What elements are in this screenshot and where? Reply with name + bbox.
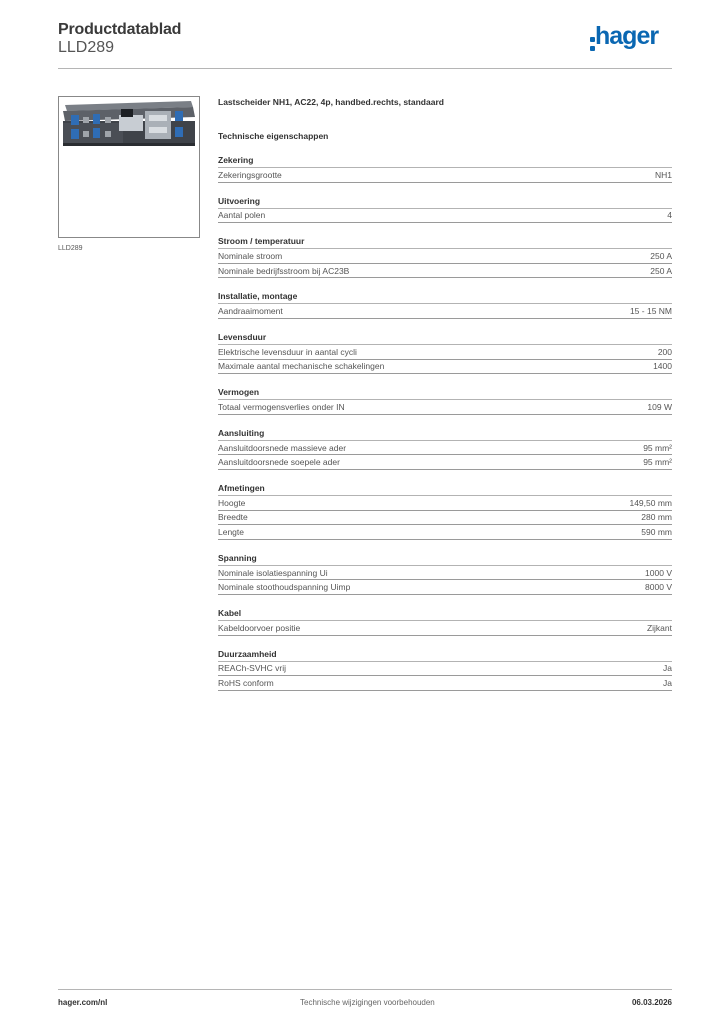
- spec-section: [218, 237, 672, 278]
- spec-section: [218, 484, 672, 540]
- spec-section-title: Kabel: [218, 609, 672, 621]
- footer-notice: Technische wijzigingen voorbehouden: [300, 998, 435, 1007]
- spec-label: Maximale aantal mechanische schakelingen: [218, 361, 385, 372]
- spec-value: 590 mm: [641, 526, 672, 537]
- spec-section-title: Spanning: [218, 554, 672, 566]
- spec-row: [218, 455, 672, 470]
- spec-section: [218, 609, 672, 636]
- spec-section: [218, 156, 672, 183]
- spec-label: Aansluitdoorsnede soepele ader: [218, 457, 340, 468]
- spec-row: [218, 580, 672, 595]
- spec-value: 8000 V: [645, 582, 672, 593]
- spec-value: 200: [657, 346, 672, 357]
- spec-value: NH1: [654, 169, 672, 180]
- spec-row: [218, 209, 672, 224]
- spec-value: 4: [667, 210, 672, 221]
- spec-value: 95 mm²: [643, 457, 672, 468]
- spec-label: Nominale stoothoudspanning Uimp: [218, 582, 351, 593]
- spec-label: Lengte: [218, 526, 244, 537]
- logo-wordmark: hager: [595, 22, 659, 50]
- spec-label: Totaal vermogensverlies onder IN: [218, 401, 345, 412]
- spec-row: [218, 662, 672, 677]
- footer-website: hager.com/nl: [58, 998, 108, 1007]
- spec-value: 250 A: [650, 250, 672, 261]
- spec-value: 280 mm: [641, 512, 672, 523]
- spec-label: Elektrische levensduur in aantal cycli: [218, 346, 357, 357]
- spec-row: [218, 525, 672, 540]
- spec-section-title: Installatie, montage: [218, 292, 672, 304]
- spec-section: [218, 333, 672, 374]
- spec-section: [218, 554, 672, 595]
- product-code: LLD289: [58, 39, 115, 56]
- spec-content: [218, 96, 672, 691]
- spec-value: 109 W: [647, 401, 672, 412]
- spec-label: Aansluitdoorsnede massieve ader: [218, 442, 347, 453]
- spec-row: [218, 441, 672, 456]
- spec-section: [218, 650, 672, 691]
- spec-value: Ja: [663, 677, 672, 688]
- footer-divider: [58, 989, 672, 990]
- spec-section-title: Afmetingen: [218, 484, 672, 496]
- spec-row: [218, 360, 672, 375]
- spec-section-title: Zekering: [218, 156, 672, 168]
- spec-value: 95 mm²: [643, 442, 672, 453]
- spec-section-title: Uitvoering: [218, 197, 672, 209]
- spec-section: [218, 429, 672, 470]
- spec-label: Aantal polen: [218, 210, 266, 221]
- spec-label: Nominale bedrijfsstroom bij AC23B: [218, 265, 350, 276]
- spec-label: RoHS conform: [218, 677, 274, 688]
- spec-label: Nominale isolatiespanning Ui: [218, 567, 328, 578]
- spec-label: Aandraaimoment: [218, 306, 283, 317]
- spec-section: [218, 292, 672, 319]
- spec-section: [218, 197, 672, 224]
- hager-logo: [590, 22, 674, 56]
- spec-section-title: Duurzaamheid: [218, 650, 672, 662]
- spec-row: [218, 511, 672, 526]
- spec-value: 15 - 15 NM: [629, 306, 672, 317]
- spec-value: 1000 V: [645, 567, 672, 578]
- spec-section-title: Vermogen: [218, 388, 672, 400]
- spec-value: Ja: [663, 663, 672, 674]
- spec-row: [218, 264, 672, 279]
- spec-value: 1400: [653, 361, 672, 372]
- spec-row: [218, 168, 672, 183]
- spec-label: REACh-SVHC vrij: [218, 663, 287, 674]
- spec-section-title: Aansluiting: [218, 429, 672, 441]
- spec-label: Kabeldoorvoer positie: [218, 622, 301, 633]
- spec-section: [218, 388, 672, 415]
- spec-label: Nominale stroom: [218, 250, 283, 261]
- page-title: Productdatablad: [58, 21, 182, 38]
- spec-row: [218, 566, 672, 581]
- product-image: [58, 96, 200, 238]
- spec-row: [218, 345, 672, 360]
- image-caption: LLD289: [58, 245, 83, 252]
- spec-label: Hoogte: [218, 497, 246, 508]
- spec-value: Zijkant: [646, 622, 672, 633]
- section-subtitle: Technische eigenschappen: [218, 131, 329, 141]
- spec-row: [218, 621, 672, 636]
- spec-label: Zekeringsgrootte: [218, 169, 282, 180]
- product-description: Lastscheider NH1, AC22, 4p, handbed.rechts, standaard: [218, 97, 444, 107]
- footer-date: 06.03.2026: [631, 998, 672, 1007]
- spec-row: [218, 304, 672, 319]
- spec-value: 149,50 mm: [629, 497, 672, 508]
- spec-row: [218, 496, 672, 511]
- spec-row: [218, 249, 672, 264]
- header-divider: [58, 68, 672, 69]
- spec-row: [218, 676, 672, 691]
- spec-row: [218, 400, 672, 415]
- spec-label: Breedte: [218, 512, 248, 523]
- spec-section-title: Levensduur: [218, 333, 672, 345]
- spec-sections: [218, 156, 672, 691]
- spec-section-title: Stroom / temperatuur: [218, 237, 672, 249]
- spec-value: 250 A: [650, 265, 672, 276]
